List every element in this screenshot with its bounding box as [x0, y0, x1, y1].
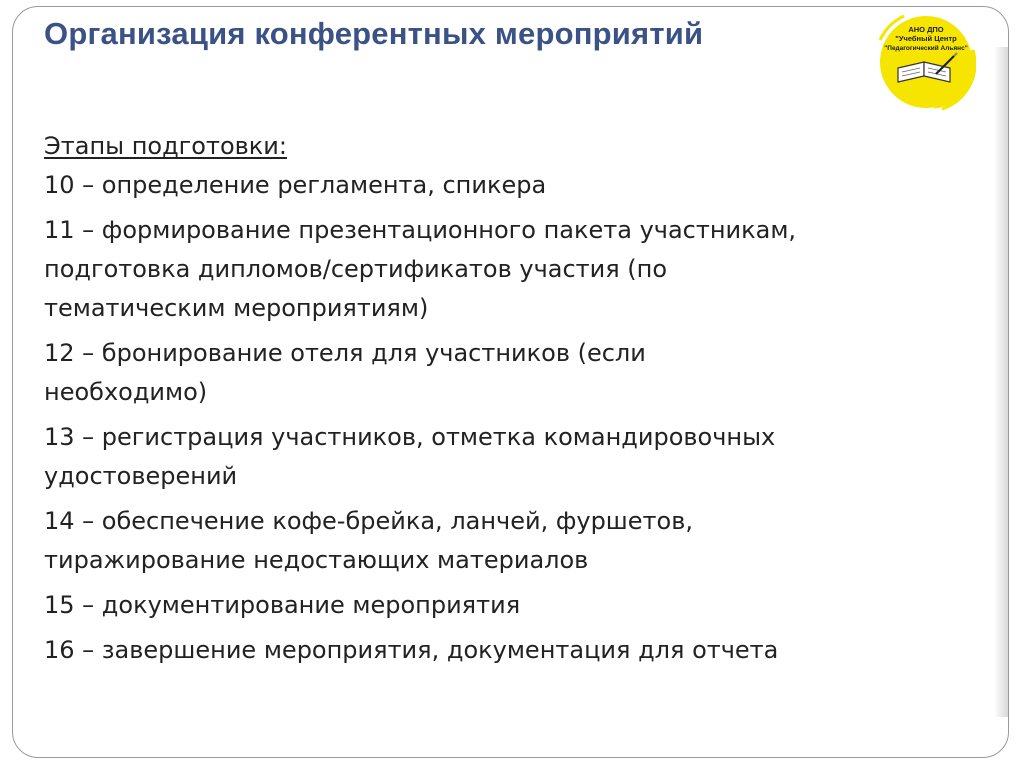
step-text-line: подготовка дипломов/сертификатов участия (по: [44, 255, 668, 283]
step-text-line: 16 – завершение мероприятия, документация для отчета: [44, 636, 779, 664]
logo-text-line2: "Учебный Центр: [895, 34, 957, 43]
step-text-line: 14 – обеспечение кофе-брейка, ланчей, фуршетов,: [44, 507, 693, 535]
logo-text-line1: АНО ДПО: [908, 25, 944, 34]
slide-edge-shadow: [994, 47, 1008, 717]
step-text-line: 12 – бронирование отеля для участников (если: [44, 339, 646, 367]
step-text-line: тематическим мероприятиям): [44, 294, 429, 322]
logo-text-line3: "Педагогический Альянс": [884, 45, 968, 52]
slide-title: Организация конферентных мероприятий: [44, 16, 704, 51]
step-text-line: удостоверений: [44, 462, 238, 490]
list-item-step-15: [44, 586, 974, 625]
step-text-line: 13 – регистрация участников, отметка командировочных: [44, 423, 776, 451]
slide-body: [44, 127, 974, 670]
step-text-line: 11 – формирование презентационного пакета участникам,: [44, 216, 797, 244]
step-text-line: 10 – определение регламента, спикера: [44, 171, 547, 199]
step-text-line: тиражирование недостающих материалов: [44, 546, 589, 574]
list-item-step-13: [44, 418, 974, 496]
step-text-line: 15 – документирование мероприятия: [44, 591, 521, 619]
step-text-line: необходимо): [44, 378, 208, 406]
list-item-step-11: [44, 211, 974, 328]
list-item-step-14: [44, 502, 974, 580]
section-subtitle: Этапы подготовки:: [44, 132, 287, 160]
list-item-step-16: [44, 631, 974, 670]
list-item-step-10: [44, 166, 974, 205]
list-item-step-12: [44, 334, 974, 412]
organization-logo: [876, 10, 976, 110]
preparation-steps-list: [44, 166, 974, 670]
